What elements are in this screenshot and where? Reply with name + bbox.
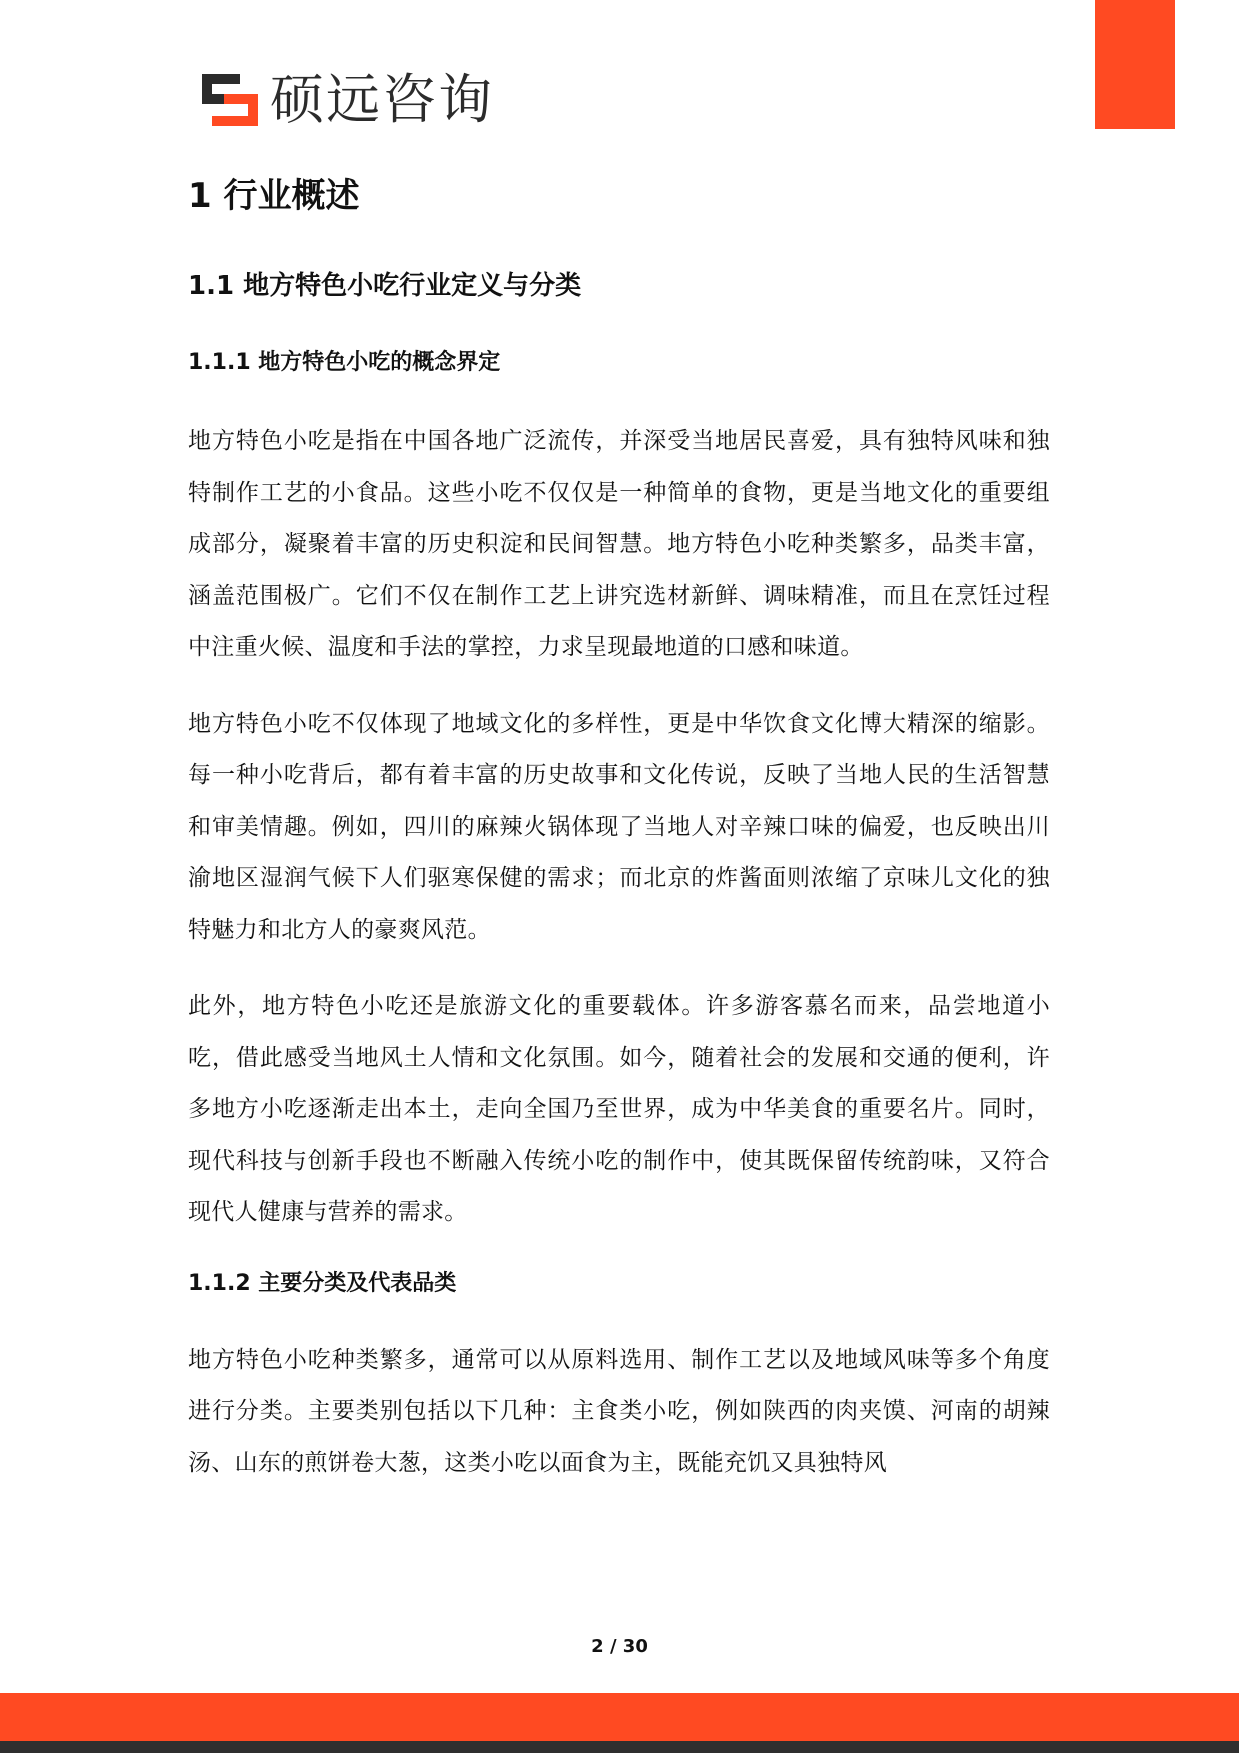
page-number: 2 / 30 — [591, 1636, 648, 1657]
footer-dark-strip — [0, 1741, 1239, 1753]
corner-accent-tab — [1095, 0, 1175, 129]
brand-logo — [200, 70, 494, 130]
brand-s-logo-icon — [200, 72, 260, 128]
page-content — [188, 160, 1050, 1489]
paragraph: 地方特色小吃是指在中国各地广泛流传，并深受当地居民喜爱，具有独特风味和独特制作工艺的小食品。这些小吃不仅仅是一种简单的食物，更是当地文化的重要组成部分，凝聚着丰富的历史积淀和民间智慧。地方特色小吃种类繁多，品类丰富，涵盖范围极广。它们不仅在制作工艺上讲究选材新鲜、调味精准，而且在烹饪过程中注重火候、温度和手法的掌控，力求呈现最地道的口感和味道。 — [188, 428, 1050, 660]
paragraph: 地方特色小吃不仅体现了地域文化的多样性，更是中华饮食文化博大精深的缩影。每一种小吃背后，都有着丰富的历史故事和文化传说，反映了当地人民的生活智慧和审美情趣。例如，四川的麻辣火锅体现了当地人对辛辣口味的偏爱，也反映出川渝地区湿润气候下人们驱寒保健的需求；而北京的炸酱面则浓缩了京味儿文化的独特魅力和北方人的豪爽风范。 — [188, 710, 1050, 943]
paragraph: 地方特色小吃种类繁多，通常可以从原料选用、制作工艺以及地域风味等多个角度进行分类。主要类别包括以下几种：主食类小吃，例如陕西的肉夹馍、河南的胡辣汤、山东的煎饼卷大葱，这类小吃以面食为主，既能充饥又具独特风 — [188, 1346, 1050, 1476]
section-heading: 1 行业概述 — [188, 176, 360, 216]
paragraph: 此外，地方特色小吃还是旅游文化的重要载体。许多游客慕名而来，品尝地道小吃，借此感受当地风土人情和文化氛围。如今，随着社会的发展和交通的便利，许多地方小吃逐渐走出本土，走向全国乃至世界，成为中华美食的重要名片。同时，现代科技与创新手段也不断融入传统小吃的制作中，使其既保留传统韵味，又符合现代人健康与营养的需求。 — [188, 993, 1050, 1225]
subsubsection-heading-definition: 1.1.1 地方特色小吃的概念界定 — [188, 350, 501, 375]
footer-accent-bar — [0, 1693, 1239, 1741]
subsubsection-heading-categories: 1.1.2 主要分类及代表品类 — [188, 1270, 457, 1296]
subsection-heading: 1.1 地方特色小吃行业定义与分类 — [188, 271, 582, 301]
brand-name: 硕远咨询 — [270, 68, 494, 131]
